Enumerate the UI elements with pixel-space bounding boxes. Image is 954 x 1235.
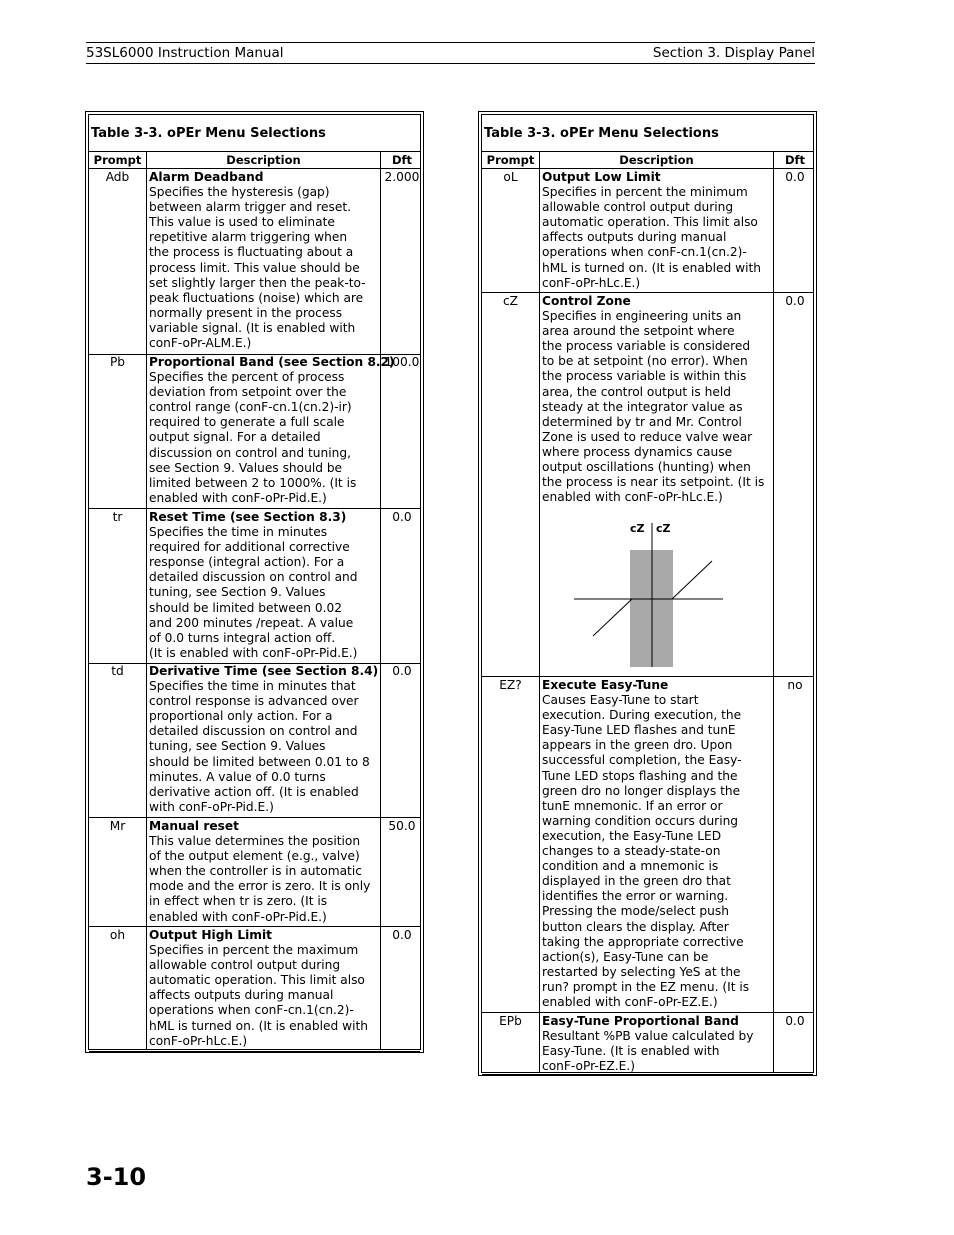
prompt-cell: Mr [109, 819, 126, 833]
parameter-name: Alarm Deadband [149, 170, 264, 184]
default-cell: 0.0 [785, 294, 805, 308]
description-line: detailed discussion on control and [149, 724, 358, 739]
description-cell [542, 1014, 772, 1074]
description-line: restarted by selecting YeS at the [542, 964, 741, 979]
description-line: tunE mnemonic. If an error or [542, 798, 723, 813]
description-line: tuning, see Section 9. Values [149, 585, 326, 600]
description-line: output signal. For a detailed [149, 430, 321, 445]
description-line: when the controller is in automatic [149, 864, 362, 879]
description-line: of the output element (e.g., valve) [149, 849, 360, 864]
prompt-cell: EZ? [499, 678, 522, 692]
description-line: green dro no longer displays the [542, 783, 741, 798]
default-cell: 2.000 [384, 170, 420, 184]
description-line: derivative action off. (It is enabled [149, 784, 359, 799]
description-line: taking the appropriate corrective [542, 934, 744, 949]
table-header-row [89, 151, 420, 169]
cz-label-right: cZ [656, 522, 671, 535]
description-cell [542, 294, 772, 505]
column-divider [146, 151, 147, 1049]
description-line: of 0.0 turns integral action off. [149, 630, 336, 645]
parameter-name: Manual reset [149, 819, 239, 833]
description-cell [542, 678, 772, 1010]
description-line: appears in the green dro. Upon [542, 738, 733, 753]
description-line: conF-oPr-hLc.E.) [149, 1033, 248, 1048]
description-line: button clears the display. After [542, 919, 729, 934]
default-cell: no [787, 678, 803, 692]
table-row [89, 353, 420, 509]
description-line: Specifies in percent the maximum [149, 943, 359, 958]
description-line: area around the setpoint where [542, 324, 735, 339]
description-line: required for additional corrective [149, 540, 350, 555]
header-dft: Dft [784, 153, 806, 167]
description-line: process limit. This value should be [149, 260, 360, 275]
parameter-name: Output High Limit [149, 928, 272, 942]
description-cell [149, 819, 379, 925]
table-row [89, 926, 420, 1052]
prompt-cell: oh [109, 928, 126, 942]
description-line: hML is turned on. (It is enabled with [542, 260, 761, 275]
description-line: execution. During execution, the [542, 708, 742, 723]
header-dft: Dft [391, 153, 413, 167]
description-line: operations when conF-cn.1(cn.2)- [149, 1003, 354, 1018]
header-prompt: Prompt [486, 153, 535, 167]
control-zone-diagram [560, 515, 740, 675]
description-line: normally present in the process [149, 305, 343, 320]
description-line: control range (conF-cn.1(cn.2)-ir) [149, 400, 352, 415]
description-line: determined by tr and Mr. Control [542, 414, 742, 429]
description-line: proportional only action. For a [149, 709, 333, 724]
description-line: enabled with conF-oPr-Pid.E.) [149, 909, 327, 924]
table-left [85, 111, 424, 1053]
description-line: operations when conF-cn.1(cn.2)- [542, 245, 747, 260]
description-line: Easy-Tune LED flashes and tunE [542, 723, 736, 738]
description-line: Specifies the time in minutes [149, 525, 328, 540]
description-line: conF-oPr-EZ.E.) [542, 1059, 635, 1074]
default-cell: 0.0 [785, 1014, 805, 1028]
description-line: deviation from setpoint over the [149, 385, 347, 400]
description-line: Causes Easy-Tune to start [542, 693, 699, 708]
description-line: set slightly larger then the peak-to- [149, 275, 366, 290]
description-line: minutes. A value of 0.0 turns [149, 769, 326, 784]
description-line: see Section 9. Values should be [149, 460, 343, 475]
description-line: should be limited between 0.01 to 8 [149, 754, 370, 769]
default-cell: 0.0 [392, 928, 412, 942]
description-line: to be at setpoint (no error). When [542, 354, 748, 369]
description-line: affects outputs during manual [149, 988, 334, 1003]
parameter-name: Easy-Tune Proportional Band [542, 1014, 739, 1028]
section-title: Section 3. Display Panel [652, 45, 815, 61]
prompt-cell: Pb [109, 355, 126, 369]
description-line: automatic operation. This limit also [542, 215, 758, 230]
description-line: response (integral action). For a [149, 555, 345, 570]
table-title: Table 3-3. oPEr Menu Selections [484, 126, 719, 141]
response-line-left [593, 599, 632, 636]
description-line: detailed discussion on control and [149, 570, 358, 585]
description-line: Resultant %PB value calculated by [542, 1029, 754, 1044]
prompt-cell: oL [503, 170, 518, 184]
description-line: the process variable is within this [542, 369, 747, 384]
description-line: Easy-Tune. (It is enabled with [542, 1044, 720, 1059]
parameter-name: Output Low Limit [542, 170, 661, 184]
description-line: Pressing the mode/select push [542, 904, 729, 919]
description-line: repetitive alarm triggering when [149, 230, 348, 245]
default-cell: 100.0 [384, 355, 420, 369]
column-divider [539, 151, 540, 1072]
page-header [86, 42, 815, 64]
description-line: (It is enabled with conF-oPr-Pid.E.) [149, 645, 358, 660]
manual-title: 53SL6000 Instruction Manual [86, 45, 284, 61]
description-line: enabled with conF-oPr-Pid.E.) [149, 490, 327, 505]
prompt-cell: EPb [499, 1014, 522, 1028]
description-line: Specifies the percent of process [149, 370, 345, 385]
description-line: in effect when tr is zero. (It is [149, 894, 328, 909]
table-row [89, 817, 420, 927]
cz-label-left: cZ [630, 522, 645, 535]
prompt-cell: Adb [105, 170, 130, 184]
description-line: This value determines the position [149, 834, 361, 849]
description-line: between alarm trigger and reset. [149, 200, 352, 215]
prompt-cell: td [111, 664, 124, 678]
description-line: hML is turned on. (It is enabled with [149, 1018, 368, 1033]
description-line: changes to a steady-state-on [542, 844, 721, 859]
header-description: Description [226, 153, 301, 167]
description-cell [149, 664, 379, 815]
description-line: Specifies in percent the minimum [542, 185, 748, 200]
default-cell: 0.0 [392, 664, 412, 678]
description-line: where process dynamics cause [542, 444, 733, 459]
table-row [89, 168, 420, 355]
default-cell: 0.0 [785, 170, 805, 184]
description-line: run? prompt in the EZ menu. (It is [542, 979, 750, 994]
description-line: should be limited between 0.02 [149, 600, 342, 615]
description-line: mode and the error is zero. It is only [149, 879, 371, 894]
description-line: Specifies the hysteresis (gap) [149, 185, 330, 200]
description-line: discussion on control and tuning, [149, 445, 351, 460]
description-cell [149, 928, 379, 1049]
default-cell: 50.0 [388, 819, 416, 833]
description-line: peak fluctuations (noise) which are [149, 290, 364, 305]
description-line: required to generate a full scale [149, 415, 345, 430]
description-line: output oscillations (hunting) when [542, 460, 751, 475]
description-line: allowable control output during [542, 200, 734, 215]
description-cell [149, 355, 395, 506]
description-line: the process variable is considered [542, 339, 751, 354]
description-line: action(s), Easy-Tune can be [542, 949, 709, 964]
table-row [482, 168, 813, 293]
table-row [482, 676, 813, 1013]
response-line-right [672, 561, 712, 599]
description-line: condition and a mnemonic is [542, 859, 719, 874]
description-line: tuning, see Section 9. Values [149, 739, 326, 754]
description-line: with conF-oPr-Pid.E.) [149, 799, 274, 814]
description-line: Zone is used to reduce valve wear [542, 429, 753, 444]
parameter-name: Reset Time (see Section 8.3) [149, 510, 347, 524]
description-line: limited between 2 to 1000%. (It is [149, 475, 357, 490]
description-line: successful completion, the Easy- [542, 753, 742, 768]
parameter-name: Derivative Time (see Section 8.4) [149, 664, 379, 678]
description-line: the process is fluctuating about a [149, 245, 354, 260]
column-divider [380, 151, 381, 1049]
default-cell: 0.0 [392, 510, 412, 524]
description-line: identifies the error or warning. [542, 889, 729, 904]
description-line: and 200 minutes /repeat. A value [149, 615, 354, 630]
description-line: Specifies in engineering units an [542, 309, 742, 324]
description-line: enabled with conF-oPr-EZ.E.) [542, 994, 718, 1009]
description-line: steady at the integrator value as [542, 399, 743, 414]
parameter-name: Proportional Band (see Section 8.2) [149, 355, 395, 369]
prompt-cell: cZ [502, 294, 519, 308]
description-line: enabled with conF-oPr-hLc.E.) [542, 490, 723, 505]
table-title: Table 3-3. oPEr Menu Selections [91, 126, 326, 141]
description-line: affects outputs during manual [542, 230, 727, 245]
description-cell [542, 170, 772, 291]
table-row [89, 662, 420, 818]
description-cell [149, 510, 379, 661]
description-line: area, the control output is held [542, 384, 731, 399]
description-line: conF-oPr-hLc.E.) [542, 275, 641, 290]
description-line: the process is near its setpoint. (It is [542, 475, 765, 490]
description-line: This value is used to eliminate [149, 215, 335, 230]
description-cell [149, 170, 379, 351]
description-line: variable signal. (It is enabled with [149, 320, 356, 335]
description-line: automatic operation. This limit also [149, 973, 365, 988]
description-line: warning condition occurs during [542, 813, 739, 828]
table-row [89, 508, 420, 664]
header-prompt: Prompt [93, 153, 142, 167]
table-row [482, 1012, 813, 1075]
description-line: Specifies the time in minutes that [149, 679, 356, 694]
page-number: 3-10 [86, 1163, 147, 1191]
description-line: allowable control output during [149, 958, 341, 973]
table-header-row [482, 151, 813, 169]
parameter-name: Control Zone [542, 294, 631, 308]
header-description: Description [619, 153, 694, 167]
column-divider [773, 151, 774, 1072]
description-line: execution, the Easy-Tune LED [542, 828, 722, 843]
description-line: conF-oPr-ALM.E.) [149, 336, 252, 351]
description-line: displayed in the green dro that [542, 874, 731, 889]
prompt-cell: tr [112, 510, 123, 524]
description-line: Tune LED stops flashing and the [542, 768, 738, 783]
description-line: control response is advanced over [149, 694, 359, 709]
parameter-name: Execute Easy-Tune [542, 678, 669, 692]
